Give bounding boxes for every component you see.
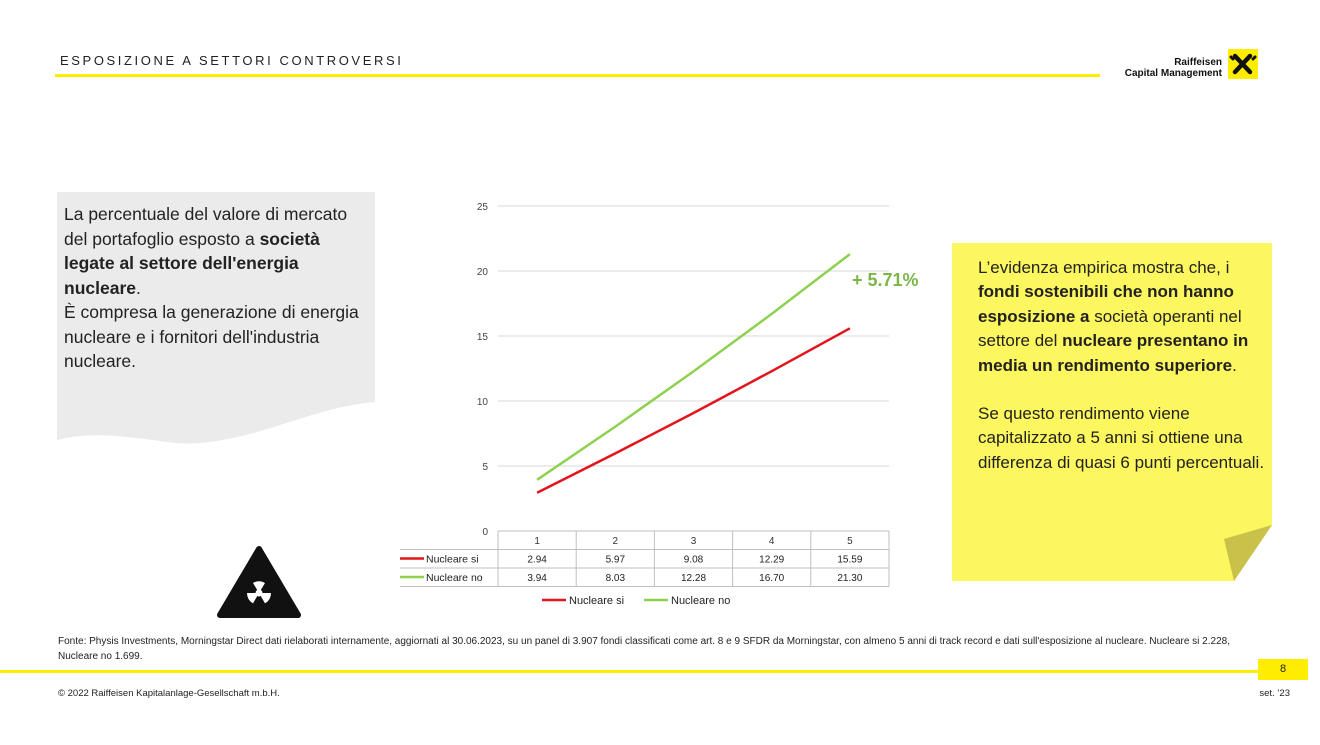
intro-text-part1: La percentuale del valore di mercato del portafoglio esposto a xyxy=(64,204,348,249)
difference-annotation: + 5.71% xyxy=(852,270,919,290)
note-paragraph-2: Se questo rendimento viene capitalizzato a 5 anni si ottiene una differenza di quasi 6 punti percentuali. xyxy=(978,404,1265,472)
data-label: 21.30 xyxy=(837,573,863,584)
x-category-label: 5 xyxy=(847,536,853,547)
legend-label: Nucleare no xyxy=(671,595,731,607)
data-label: 5.97 xyxy=(605,554,626,566)
intro-text xyxy=(64,202,364,374)
data-label: 9.08 xyxy=(683,554,704,566)
y-tick-label: 10 xyxy=(476,397,488,408)
series-line xyxy=(537,254,850,480)
data-label: 12.29 xyxy=(759,554,785,566)
header-divider xyxy=(55,74,1100,77)
date-text: set. ’23 xyxy=(1259,688,1290,699)
legend-label: Nucleare si xyxy=(569,595,625,607)
intro-text-period: . xyxy=(135,277,141,298)
note-text-bold-b: nucleare presentano in media un rendimento superiore xyxy=(978,331,1249,375)
y-tick-label: 25 xyxy=(476,202,488,213)
brand-logo-line1: Raiffeisen xyxy=(1174,57,1222,68)
y-tick-label: 5 xyxy=(482,462,488,473)
series-line xyxy=(537,328,850,493)
data-label: 2.94 xyxy=(527,554,547,566)
note-text-bold-a: fondi sostenibili che non hanno esposizione a xyxy=(978,282,1234,326)
data-label: 8.03 xyxy=(605,573,626,584)
slide-title: ESPOSIZIONE A SETTORI CONTROVERSI xyxy=(60,53,404,68)
intro-text-highlight: società legate al settore dell'energia nucleare xyxy=(64,228,320,298)
y-tick-label: 0 xyxy=(482,527,488,538)
x-category-label: 4 xyxy=(768,536,775,547)
note-text-c: . xyxy=(1232,355,1237,375)
x-category-label: 2 xyxy=(612,536,619,547)
copyright-text: © 2022 Raiffeisen Kapitalanlage-Gesellschaft m.b.H. xyxy=(58,688,280,699)
radiation-warning-icon xyxy=(216,545,302,619)
x-category-label: 3 xyxy=(690,536,697,547)
footer-divider xyxy=(0,670,1258,673)
y-tick-label: 15 xyxy=(476,332,488,343)
brand-logo-line2: Capital Management xyxy=(1124,68,1222,79)
data-label: 16.70 xyxy=(759,573,785,584)
data-label: 3.94 xyxy=(527,573,547,584)
sticky-note-text xyxy=(978,256,1268,475)
x-category-label: 1 xyxy=(534,536,540,547)
table-series-name: Nucleare no xyxy=(426,572,483,584)
brand-logo-text xyxy=(1100,57,1222,79)
data-label: 15.59 xyxy=(837,554,863,566)
performance-line-chart xyxy=(400,190,900,620)
page-number: 8 xyxy=(1258,659,1308,680)
data-label: 12.28 xyxy=(680,573,707,584)
table-series-name: Nucleare si xyxy=(426,553,479,566)
note-text-a: L’evidenza empirica mostra che, i xyxy=(978,258,1230,277)
note-paragraph-1 xyxy=(978,256,1268,378)
note-text-b: società operanti nel settore del xyxy=(978,306,1242,351)
raiffeisen-gable-cross-icon xyxy=(1228,49,1258,79)
intro-text-part2: È compresa la generazione di energia nucleare e i fornitori dell'industria nucleare. xyxy=(64,302,359,371)
source-note: Fonte: Physis Investments, Morningstar Direct dati rielaborati internamente, aggiornati al 30.06.2023, su un panel di 3.907 fondi classificati come art. 8 e 9 SFDR da Morningstar, con almeno 5 anni di track record e dati sull'esposizione al nucleare. Nucleare si 2.228, Nucleare no 1.699. xyxy=(58,636,1230,662)
y-tick-label: 20 xyxy=(476,267,488,278)
